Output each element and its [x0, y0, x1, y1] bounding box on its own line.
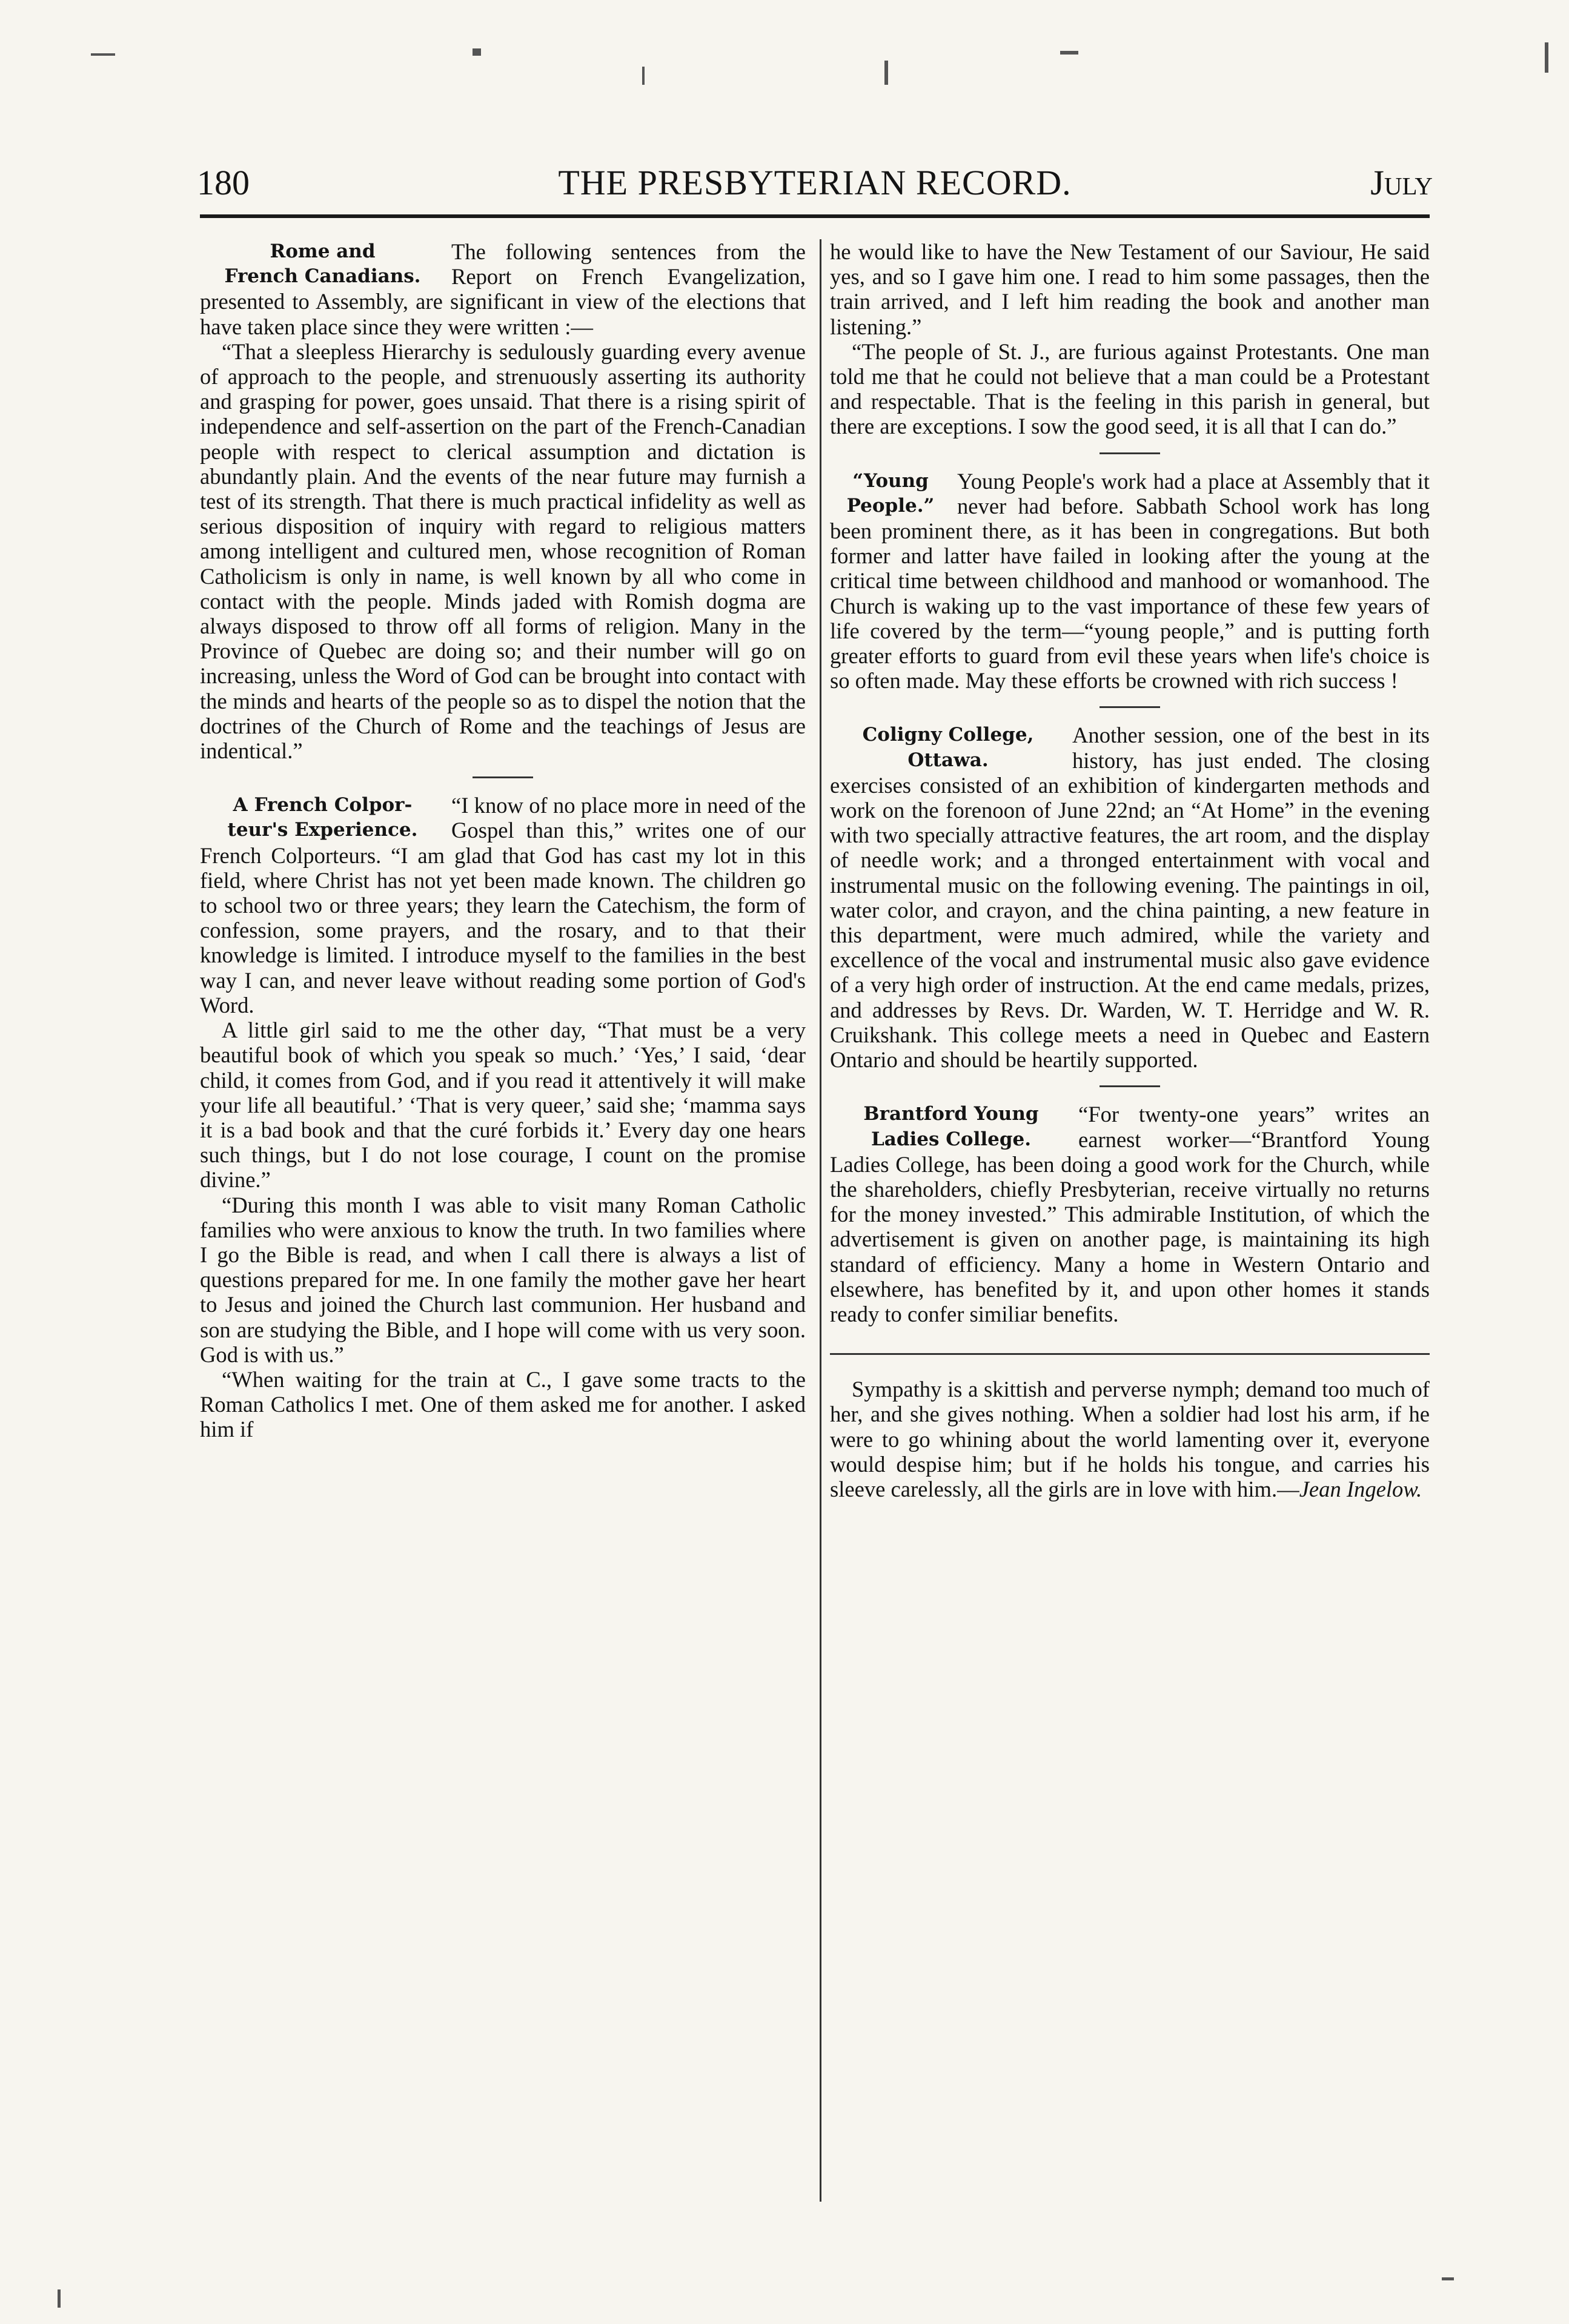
article-young-people [830, 469, 1430, 694]
print-speck [58, 2289, 61, 2308]
article-heading [830, 469, 951, 518]
article-paragraph: A little girl said to me the other day, “That must be a very beautiful book of which you speak so much.’ ‘Yes,’ I said, ‘dear child, it comes from God, and if you read it attentively it will make your life all beautiful.’ ‘That is very queer,’ said she; ‘mamma says it is a bad book and that the curé forbids it.’ Every day one hears such things, but I do not lose courage, I count on the promise divine.” [200, 1018, 806, 1193]
article-text: “For twenty-one years” writes an earnest worker—“Brantford Young Ladies College, has been doing a good work for the Church, while the shareholders, chiefly Presbyterian, receive virtually no returns for the money invested.” This admirable Institution, of which the advertisement is given on another page, is maintaining its high standard of efficiency. Many a home in Western Ontario and elsewhere, has benefited by it, and upon other homes it stands ready to confer similiar benefits. [830, 1102, 1430, 1326]
article-text: Another session, one of the best in its history, has just ended. The closing exercises consisted of an exhibition of kindergarten methods and work on the forenoon of June 22nd; an “At Home” in the evening with two specially attractive features, the art room, and the display of needle work; and a thronged entertainment with vocal and instrumental music on the following evening. The paintings in oil, water color, and crayon, and the china painting, a new feature in this department, were much admired, while the variety and excellence of the vocal and instrumental music also gave evidence of a very high order of instruction. At the end came medals, prizes, and addresses by Revs. Dr. Warden, W. T. Herridge and W. R. Cruikshank. This college meets a need in Quebec and Eastern Ontario and should be heartily supported. [830, 723, 1430, 1073]
heading-line-2: People.” [846, 494, 935, 517]
print-speck [473, 48, 481, 56]
article-rome-french-canadians [200, 239, 806, 763]
section-separator [1100, 1085, 1160, 1087]
article-paragraph: “When waiting for the train at C., I gave some tracts to the Roman Catholics I met. One of them asked me for another. I asked him if [200, 1366, 806, 1442]
column-divider [820, 239, 821, 2202]
left-column [200, 239, 806, 1442]
article-colporteur-continued [830, 239, 1430, 439]
heading-line-1: “Young [852, 469, 929, 492]
print-speck [884, 61, 888, 85]
article-french-colporteur [200, 793, 806, 1442]
print-speck [642, 67, 645, 85]
article-paragraph: “The people of St. J., are furious against Protestants. One man told me that he could not believe that a man could be a Protestant and respectable. That is the feeling in this parish in general, but there are exceptions. I sow the good seed, it is all that I can do.” [830, 339, 1430, 439]
article-paragraph: he would like to have the New Testament of our Saviour, He said yes, and so I gave him one. I read to him some passages, then the train arrived, and I left him reading the book and another man listening.” [830, 239, 1430, 339]
section-separator [1100, 452, 1160, 454]
print-speck [1442, 2277, 1454, 2280]
section-separator [1100, 706, 1160, 708]
print-speck [1060, 51, 1078, 55]
article-quote: “That a sleepless Hierarchy is sedulously guarding every avenue of approach to the people, and strenuously asserting its authority and grasping for power, goes unsaid. That there is a rising spirit of independence and self-assertion on the part of the French-Canadian people with respect to clerical assumption and dictation is abundantly plain. And the events of the near future may furnish a test of its strength. That there is much practical infidelity as well as serious disposition of inquiry with regard to religious matters among intelligent and cultured men, whose recognition of Roman Catholicism is only in name, is well known by all who come in contact with the people. Minds jaded with Romish dogma are always disposed to throw off all forms of religion. Many in the Province of Quebec are doing so; and their number will go on increasing, unless the Word of God can be brought into contact with the minds and hearts of the people so as to dispel the notion that the doctrines of the Church of Rome and the teachings of Jesus are indentical.” [200, 339, 806, 764]
heading-line-1: Coligny College, [862, 724, 1034, 746]
article-heading [830, 1102, 1072, 1151]
publication-title: THE PRESBYTERIAN RECORD. [558, 163, 1072, 202]
heading-line-2: French Canadians. [224, 265, 421, 288]
article-paragraph: “I know of no place more in need of the Gospel than this,” writes one of our French Colporteurs. “I am glad that God has cast my lot in this field, where Christ has not yet been made known. The children go to school two or three years; they learn the Catechism, the form of confession, some prayers, and the rosary, and to that their knowledge is limited. I introduce myself to the families in the best way I can, and never leave without reading some portion of God's Word. [200, 793, 806, 1018]
heading-line-1: A French Colpor- [233, 794, 413, 816]
page-header [197, 162, 1433, 205]
heading-line-1: Rome and [270, 240, 376, 262]
article-heading [200, 793, 445, 843]
quotation-text [830, 1377, 1430, 1501]
page-number: 180 [197, 163, 250, 202]
right-column [830, 239, 1430, 1501]
quotation-author: Jean Ingelow. [1299, 1476, 1422, 1501]
issue-month: July [1370, 163, 1433, 202]
header-rule [200, 214, 1430, 218]
article-heading [200, 239, 445, 289]
article-intro: The following sentences from the Report on French Evangelization, presented to Assembly, are significant in view of the elections that have taken place since they were written :— [200, 239, 806, 339]
heading-line-1: Brantford Young [863, 1103, 1039, 1125]
heading-line-2: Ottawa. [907, 749, 989, 771]
quotation-sympathy [830, 1377, 1430, 1501]
heading-line-2: teur's Experience. [227, 819, 418, 841]
heading-line-2: Ladies College. [871, 1128, 1032, 1150]
section-rule [830, 1353, 1430, 1355]
print-speck [91, 53, 115, 56]
article-text: Young People's work had a place at Assembly that it never had before. Sabbath School work has long been prominent there, as it has been in congregations. But both former and latter have failed in looking after the young at the critical time between childhood and manhood or womanhood. The Church is waking up to the vast importance of these few years of life covered by the term—“young people,” and is putting forth greater efforts to guard from evil these years when life's choice is so often made. May these efforts be crowned with rich success ! [830, 468, 1430, 694]
quotation-body: Sympathy is a skittish and perverse nymph; demand too much of her, and she gives nothing. When a soldier had lost his arm, if he were to go whining about the world lamenting over it, everyone would despise him; but if he holds his tongue, and carries his sleeve carelessly, all the girls are in love with him.— [830, 1377, 1430, 1501]
section-separator [473, 776, 533, 778]
article-brantford-college [830, 1102, 1430, 1326]
article-paragraph: “During this month I was able to visit many Roman Catholic families who were anxious to know the truth. In two families where I go the Bible is read, and when I call there is always a list of questions prepared for me. In one family the mother gave her heart to Jesus and joined the Church last communion. Her husband and son are studying the Bible, and I hope will come with us very soon. God is with us.” [200, 1192, 806, 1367]
article-coligny-college [830, 723, 1430, 1072]
print-speck [1545, 42, 1548, 73]
article-heading [830, 723, 1066, 772]
